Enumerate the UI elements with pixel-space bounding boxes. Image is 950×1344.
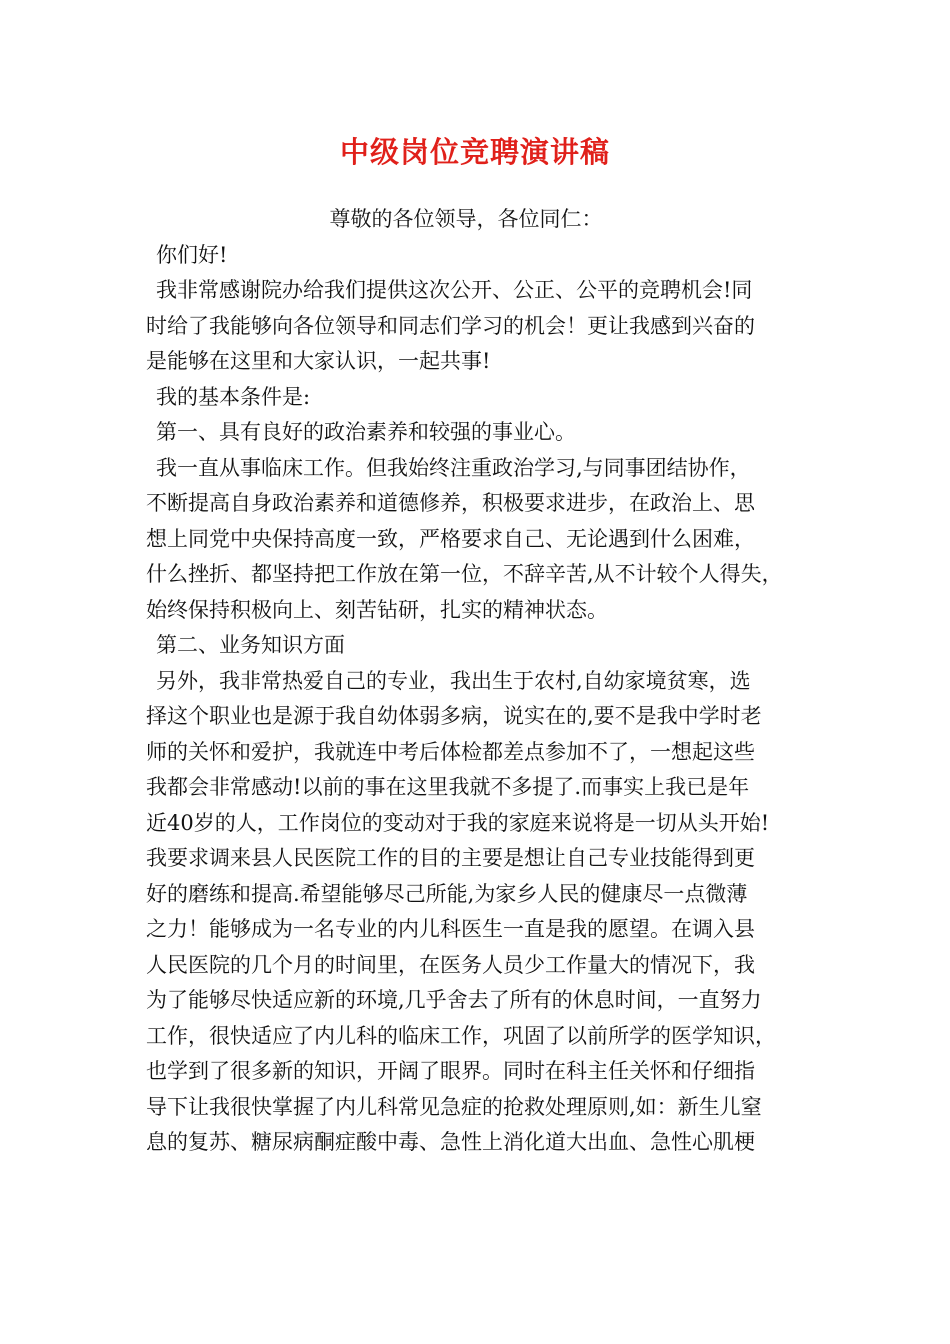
document-title: 中级岗位竞聘演讲稿: [339, 135, 610, 169]
text-line: 是能够在这里和大家认识，一起共事!: [146, 349, 491, 373]
text-line: 第一、具有良好的政治素养和较强的事业心。: [156, 420, 576, 444]
text-line: 我非常感谢院办给我们提供这次公开、公正、公平的竞聘机会!同: [156, 278, 753, 302]
document-body: [146, 202, 826, 1161]
text-line: 我一直从事临床工作。但我始终注重政治学习,与同事团结协作，: [156, 455, 751, 480]
text-line: 人民医院的几个月的时间里，在医务人员少工作量大的情况下，我: [146, 952, 755, 977]
text-line: 也学到了很多新的知识，开阔了眼界。同时在科主任关怀和仔细指: [146, 1059, 755, 1083]
text-line: 始终保持积极向上、刻苦钻研，扎实的精神状态。: [146, 597, 608, 622]
text-line: 导下让我很快掌握了内儿科常见急症的抢救处理原则,如：新生儿窒: [146, 1094, 762, 1119]
text-line: 时给了我能够向各位领导和同志们学习的机会！更让我感到兴奋的: [146, 313, 755, 338]
text-line: 近40岁的人，工作岗位的变动对于我的家庭来说将是一切从头开始!: [146, 810, 770, 835]
text-line: 另外，我非常热爱自己的专业，我出生于农村,自幼家境贫寒，选: [156, 668, 751, 693]
text-line: 为了能够尽快适应新的环境,几乎舍去了所有的休息时间，一直努力: [146, 988, 762, 1012]
text-line: 第二、业务知识方面: [156, 633, 345, 657]
text-line: 我都会非常感动!以前的事在这里我就不多提了.而事实上我已是年: [146, 775, 750, 799]
text-line: 我的基本条件是:: [156, 384, 311, 409]
text-line: 择这个职业也是源于我自幼体弱多病，说实在的,要不是我中学时老: [146, 704, 762, 728]
text-line: 工作，很快适应了内儿科的临床工作，巩固了以前所学的医学知识，: [146, 1023, 776, 1048]
text-line: 什么挫折、都坚持把工作放在第一位，不辞辛苦,从不计较个人得失，: [146, 562, 783, 586]
text-line: 你们好!: [156, 242, 228, 267]
text-line: 好的磨练和提高.希望能够尽己所能,为家乡人民的健康尽一点微薄: [146, 881, 748, 906]
text-line: 之力！能够成为一名专业的内儿科医生一直是我的愿望。在调入县: [146, 917, 755, 941]
text-line: 想上同党中央保持高度一致，严格要求自己、无论遇到什么困难，: [146, 526, 755, 551]
text-line: 不断提高自身政治素养和道德修养，积极要求进步，在政治上、思: [146, 491, 755, 515]
text-line: 师的关怀和爱护，我就连中考后体检都差点参加不了，一想起这些: [146, 739, 755, 764]
salutation: 尊敬的各位领导，各位同仁：: [329, 207, 603, 231]
text-line: 息的复苏、糖尿病酮症酸中毒、急性上消化道大出血、急性心肌梗: [146, 1130, 755, 1154]
text-line: 我要求调来县人民医院工作的目的主要是想让自己专业技能得到更: [146, 846, 755, 870]
